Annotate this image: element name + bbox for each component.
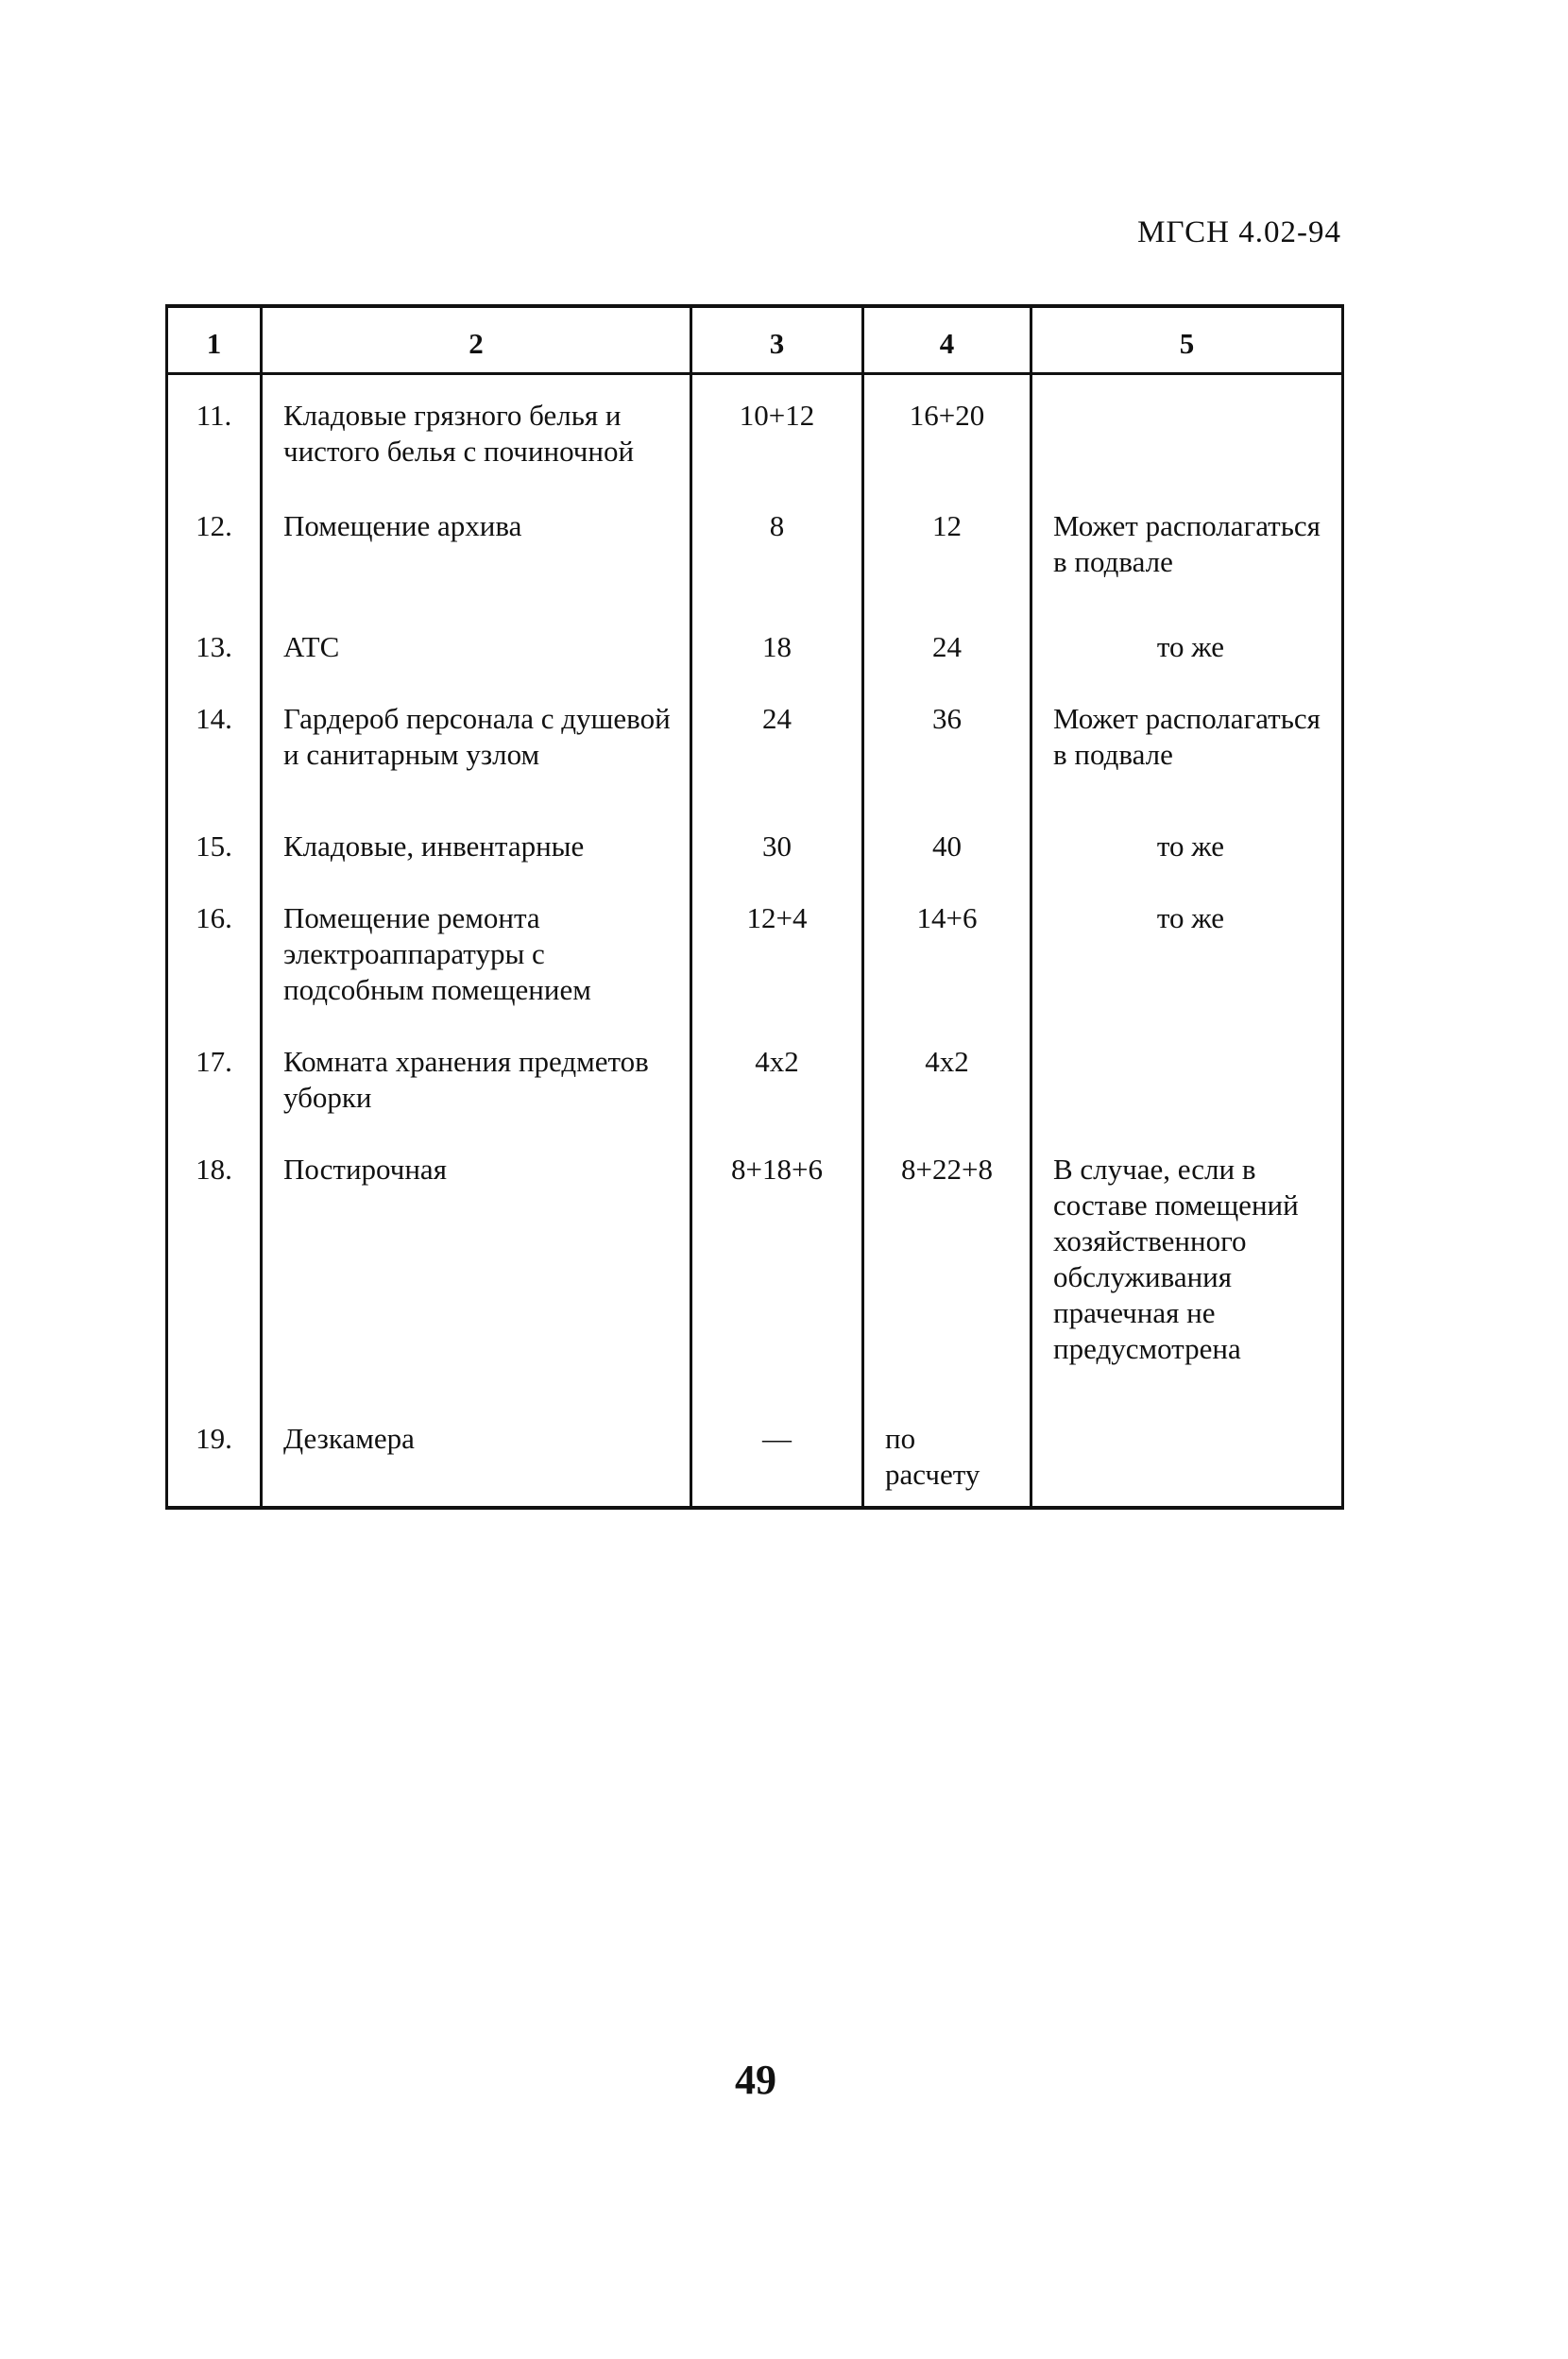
row-number: 18.: [167, 1129, 262, 1398]
area-col3: —: [691, 1398, 863, 1508]
table-header-row: [167, 306, 1343, 374]
room-name: АТС: [262, 607, 691, 678]
area-col4: 12: [863, 486, 1031, 607]
area-col3: 8+18+6: [691, 1129, 863, 1398]
row-number: 19.: [167, 1398, 262, 1508]
room-name: Дезкамера: [262, 1398, 691, 1508]
room-note: [1031, 374, 1343, 486]
column-header: 1: [167, 306, 262, 374]
room-note: Может располагаться в подвале: [1031, 678, 1343, 806]
area-col3: 24: [691, 678, 863, 806]
area-col3: 12+4: [691, 878, 863, 1021]
table-row: [167, 374, 1343, 486]
area-col3: 18: [691, 607, 863, 678]
row-number: 13.: [167, 607, 262, 678]
column-header: 4: [863, 306, 1031, 374]
room-name: Помещение архива: [262, 486, 691, 607]
document-code: МГСН 4.02-94: [1137, 215, 1341, 249]
room-name: Кладовые грязного белья и чистого белья с починочной: [262, 374, 691, 486]
room-name: Комната хранения предметов уборки: [262, 1021, 691, 1129]
area-col3: 10+12: [691, 374, 863, 486]
area-col4: 36: [863, 678, 1031, 806]
column-header: 2: [262, 306, 691, 374]
area-col4: по расчету: [863, 1398, 1031, 1508]
room-note: то же: [1031, 878, 1343, 1021]
room-name: Постирочная: [262, 1129, 691, 1398]
row-number: 12.: [167, 486, 262, 607]
row-number: 14.: [167, 678, 262, 806]
room-note: то же: [1031, 806, 1343, 878]
table-row: [167, 878, 1343, 1021]
room-name: Помещение ремонта электроаппаратуры с подсобным помещением: [262, 878, 691, 1021]
area-col3: 8: [691, 486, 863, 607]
column-header: 3: [691, 306, 863, 374]
page-number: 49: [735, 2057, 776, 2103]
row-number: 15.: [167, 806, 262, 878]
area-col3: 30: [691, 806, 863, 878]
room-note: [1031, 1398, 1343, 1508]
table-row: [167, 1398, 1343, 1508]
area-col4: 16+20: [863, 374, 1031, 486]
table-row: [167, 1129, 1343, 1398]
room-name: Кладовые, инвентарные: [262, 806, 691, 878]
room-note: то же: [1031, 607, 1343, 678]
table-row: [167, 486, 1343, 607]
row-number: 11.: [167, 374, 262, 486]
row-number: 16.: [167, 878, 262, 1021]
table-row: [167, 806, 1343, 878]
table-row: [167, 678, 1343, 806]
room-note: В случае, если в составе помещений хозяйственного обслуживания прачечная не предусмотрена: [1031, 1129, 1343, 1398]
room-name: Гардероб персонала с душевой и санитарным узлом: [262, 678, 691, 806]
room-note: [1031, 1021, 1343, 1129]
area-col4: 8+22+8: [863, 1129, 1031, 1398]
rooms-table: [165, 304, 1344, 1510]
area-col4: 14+6: [863, 878, 1031, 1021]
area-col4: 24: [863, 607, 1031, 678]
column-header: 5: [1031, 306, 1343, 374]
row-number: 17.: [167, 1021, 262, 1129]
table-row: [167, 1021, 1343, 1129]
table-row: [167, 607, 1343, 678]
room-note: Может располагаться в подвале: [1031, 486, 1343, 607]
area-col3: 4x2: [691, 1021, 863, 1129]
area-col4: 40: [863, 806, 1031, 878]
area-col4: 4x2: [863, 1021, 1031, 1129]
